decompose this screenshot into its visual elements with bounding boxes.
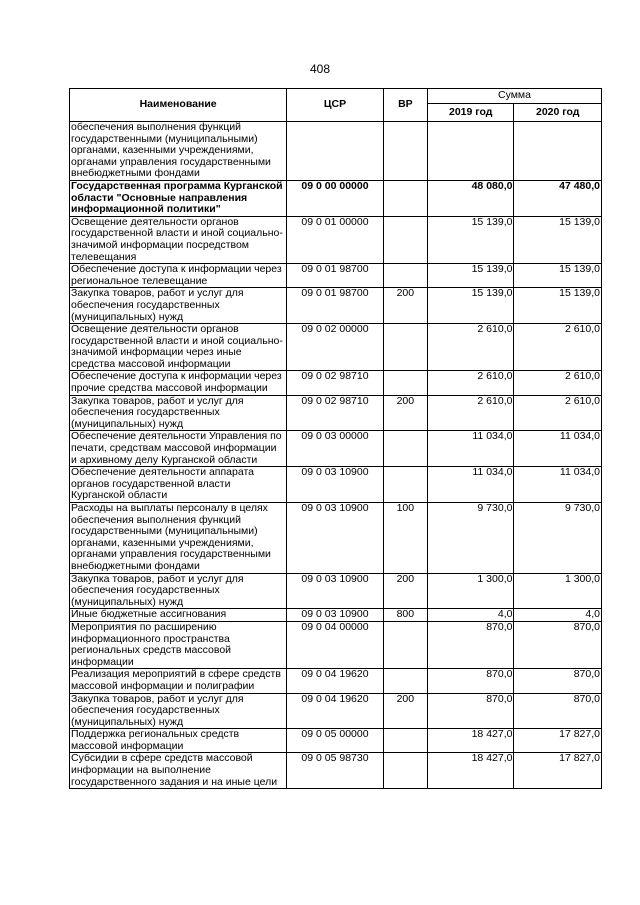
row-csr-cell [287,122,384,181]
table-row [70,180,602,216]
row-2019-cell: 9 730,0 [427,503,513,574]
row-name-cell: Обеспечение доступа к информации через прочие средства массовой информации [70,371,287,395]
table-body [70,122,602,789]
row-vr-cell: 200 [383,693,427,729]
table-row [70,216,602,263]
table-row [70,609,602,622]
row-2020-cell: 2 610,0 [514,395,602,431]
row-2019-cell: 15 139,0 [427,216,513,263]
row-name-cell: Мероприятия по расширению информационного пространства региональных средств массовой информации [70,621,287,668]
header-csr: ЦСР [287,89,384,122]
table-row [70,122,602,181]
row-2020-cell: 17 827,0 [514,729,602,753]
row-vr-cell: 200 [383,395,427,431]
row-2019-cell: 870,0 [427,669,513,693]
row-vr-cell: 200 [383,573,427,609]
row-2020-cell: 870,0 [514,621,602,668]
table-row [70,573,602,609]
table-row [70,503,602,574]
row-2020-cell: 4,0 [514,609,602,622]
table-row [70,669,602,693]
row-csr-cell: 09 0 03 10900 [287,503,384,574]
table-row [70,371,602,395]
row-csr-cell: 09 0 05 00000 [287,729,384,753]
row-2020-cell: 870,0 [514,669,602,693]
page-number: 408 [309,62,331,76]
row-name-cell: обеспечения выполнения функций государственными (муниципальными) органами, казенными учреждениями, органами управления государственными внебюджетными фондами [70,122,287,181]
row-name-cell: Обеспечение деятельности аппарата органов государственной власти Курганской области [70,467,287,503]
row-vr-cell [383,669,427,693]
row-vr-cell [383,180,427,216]
table-row [70,621,602,668]
budget-table [69,88,602,789]
row-name-cell: Субсидии в сфере средств массовой информации на выполнение государственного задания и на иные цели [70,753,287,789]
row-2020-cell: 15 139,0 [514,288,602,324]
row-2020-cell: 15 139,0 [514,216,602,263]
row-csr-cell: 09 0 01 00000 [287,216,384,263]
row-name-cell: Закупка товаров, работ и услуг для обеспечения государственных (муниципальных) нужд [70,395,287,431]
header-year-2019: 2019 год [427,104,513,122]
row-name-cell: Освещение деятельности органов государственной власти и иной социально-значимой информации через иные средства массовой информации [70,324,287,371]
row-2020-cell: 17 827,0 [514,753,602,789]
row-2020-cell: 9 730,0 [514,503,602,574]
row-csr-cell: 09 0 05 98730 [287,753,384,789]
row-csr-cell: 09 0 02 00000 [287,324,384,371]
row-csr-cell: 09 0 04 19620 [287,693,384,729]
row-name-cell: Обеспечение доступа к информации через региональное телевещание [70,264,287,288]
row-csr-cell: 09 0 03 00000 [287,431,384,467]
row-2020-cell: 47 480,0 [514,180,602,216]
row-2019-cell: 2 610,0 [427,324,513,371]
row-name-cell: Иные бюджетные ассигнования [70,609,287,622]
row-2019-cell: 11 034,0 [427,431,513,467]
row-csr-cell: 09 0 04 00000 [287,621,384,668]
row-vr-cell [383,753,427,789]
table-row [70,264,602,288]
row-name-cell: Расходы на выплаты персоналу в целях обеспечения выполнения функций государственными (муниципальными) органами, казенными учреждениями, органами управления государственными внебюджетными фондами [70,503,287,574]
row-vr-cell: 800 [383,609,427,622]
row-name-cell: Государственная программа Курганской области "Основные направления информационной политики" [70,180,287,216]
row-csr-cell: 09 0 04 19620 [287,669,384,693]
row-name-cell: Реализация мероприятий в сфере средств массовой информации и полиграфии [70,669,287,693]
row-vr-cell: 100 [383,503,427,574]
table-row [70,693,602,729]
row-2019-cell: 18 427,0 [427,753,513,789]
row-2019-cell: 15 139,0 [427,288,513,324]
table-row [70,288,602,324]
row-name-cell: Закупка товаров, работ и услуг для обеспечения государственных (муниципальных) нужд [70,573,287,609]
row-vr-cell [383,216,427,263]
header-year-2020: 2020 год [514,104,602,122]
table-header [70,89,602,122]
row-2020-cell: 11 034,0 [514,431,602,467]
row-csr-cell: 09 0 03 10900 [287,573,384,609]
row-2020-cell: 870,0 [514,693,602,729]
row-name-cell: Освещение деятельности органов государственной власти и иной социально-значимой информации посредством телевещания [70,216,287,263]
row-vr-cell [383,264,427,288]
header-vr: ВР [383,89,427,122]
row-csr-cell: 09 0 01 98700 [287,264,384,288]
row-2019-cell: 11 034,0 [427,467,513,503]
row-csr-cell: 09 0 03 10900 [287,467,384,503]
row-2020-cell: 1 300,0 [514,573,602,609]
row-2020-cell: 11 034,0 [514,467,602,503]
row-2019-cell: 1 300,0 [427,573,513,609]
row-vr-cell [383,371,427,395]
row-2019-cell: 870,0 [427,693,513,729]
row-csr-cell: 09 0 03 10900 [287,609,384,622]
header-name: Наименование [70,89,287,122]
row-2020-cell: 2 610,0 [514,371,602,395]
row-vr-cell [383,621,427,668]
row-name-cell: Обеспечение деятельности Управления по печати, средствам массовой информации и архивному делу Курганской области [70,431,287,467]
row-csr-cell: 09 0 02 98710 [287,395,384,431]
row-2019-cell: 2 610,0 [427,371,513,395]
row-name-cell: Закупка товаров, работ и услуг для обеспечения государственных (муниципальных) нужд [70,288,287,324]
row-2019-cell: 870,0 [427,621,513,668]
row-csr-cell: 09 0 02 98710 [287,371,384,395]
table-row [70,729,602,753]
row-2019-cell: 18 427,0 [427,729,513,753]
row-vr-cell [383,729,427,753]
table-row [70,324,602,371]
row-2020-cell [514,122,602,181]
row-vr-cell [383,467,427,503]
row-csr-cell: 09 0 01 98700 [287,288,384,324]
row-vr-cell [383,324,427,371]
row-2019-cell: 15 139,0 [427,264,513,288]
row-csr-cell: 09 0 00 00000 [287,180,384,216]
table-row [70,395,602,431]
row-name-cell: Закупка товаров, работ и услуг для обеспечения государственных (муниципальных) нужд [70,693,287,729]
row-2019-cell [427,122,513,181]
row-2020-cell: 2 610,0 [514,324,602,371]
row-2019-cell: 4,0 [427,609,513,622]
table-row [70,753,602,789]
row-vr-cell: 200 [383,288,427,324]
table-row [70,467,602,503]
row-2019-cell: 2 610,0 [427,395,513,431]
table-row [70,431,602,467]
row-2019-cell: 48 080,0 [427,180,513,216]
row-2020-cell: 15 139,0 [514,264,602,288]
row-vr-cell [383,431,427,467]
row-name-cell: Поддержка региональных средств массовой информации [70,729,287,753]
header-sum: Сумма [427,89,601,104]
row-vr-cell [383,122,427,181]
